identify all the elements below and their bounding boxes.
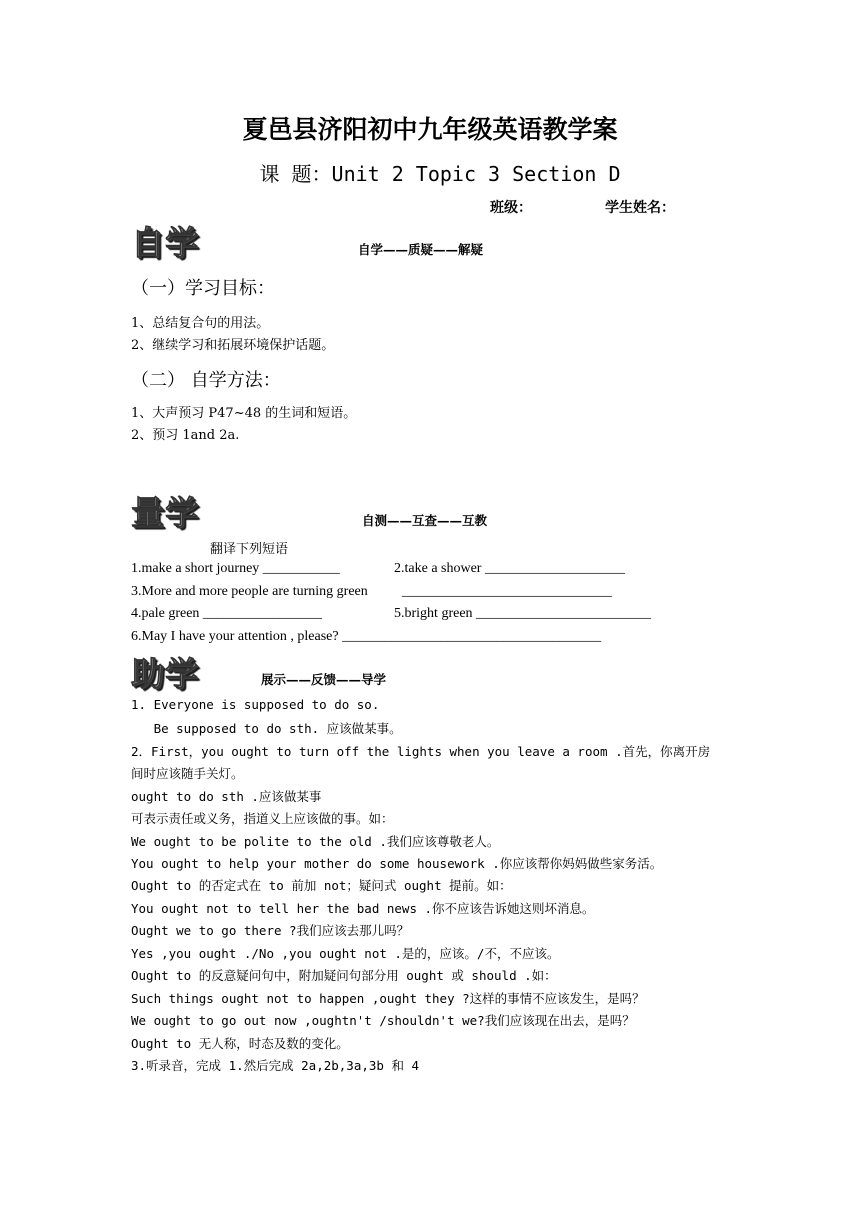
help-line: We ought to be polite to the old .我们应该尊敬老人。 bbox=[131, 834, 500, 849]
help-line: 3.听录音，完成 1.然后完成 2a,2b,3a,3b 和 4 bbox=[131, 1058, 420, 1073]
help-line: You ought not to tell her the bad news .你不应该告诉她这则坏消息。 bbox=[131, 901, 595, 916]
measure-instruction: 翻译下列短语 bbox=[210, 542, 289, 557]
help-line: Ought to 的反意疑问句中，附加疑问句部分用 ought 或 should .如： bbox=[131, 968, 557, 983]
help-line: Be supposed to do sth. 应该做某事。 bbox=[131, 721, 402, 736]
exercise-item: 4.pale green _________________ bbox=[131, 606, 322, 621]
help-line: Such things ought not to happen ,ought they ?这样的事情不应该发生，是吗？ bbox=[131, 991, 645, 1006]
exercise-item: 3.More and more people are turning green bbox=[131, 584, 368, 599]
help-line: ought to do sth .应该做某事 bbox=[131, 789, 322, 804]
help-line: Ought to 的否定式在 to 前加 not；疑问式 ought 提前。如： bbox=[131, 878, 512, 893]
help-line: 间时应该随手关灯。 bbox=[131, 766, 244, 781]
method-item: 2、预习 1and 2a. bbox=[131, 428, 240, 443]
measure-badge: 量学 bbox=[131, 493, 199, 532]
method-heading: （二） 自学方法： bbox=[131, 370, 281, 391]
self-study-badge: 自学 bbox=[131, 223, 199, 262]
exercise-item: 2.take a shower ____________________ bbox=[394, 561, 625, 576]
help-subtitle: 展示——反馈——导学 bbox=[261, 672, 387, 687]
help-line: Ought to 无人称，时态及数的变化。 bbox=[131, 1036, 349, 1051]
help-line: 2．First，you ought to turn off the lights when you leave a room .首先，你离开房 bbox=[131, 744, 711, 759]
class-label: 班级： bbox=[490, 200, 532, 216]
help-line: 1. Everyone is supposed to do so. bbox=[131, 697, 380, 712]
exercise-item: 5.bright green _________________________ bbox=[394, 606, 652, 621]
help-line: You ought to help your mother do some housework .你应该帮你妈妈做些家务活。 bbox=[131, 856, 663, 871]
self-study-subtitle: 自学——质疑——解疑 bbox=[358, 242, 484, 257]
student-name-label: 学生姓名： bbox=[605, 200, 675, 216]
lesson-subtitle: 课 题：Unit 2 Topic 3 Section D bbox=[259, 162, 621, 186]
goal-item: 2、继续学习和拓展环境保护话题。 bbox=[131, 338, 335, 353]
help-line: Yes ,you ought ./No ,you ought not .是的，应该。/不，不应该。 bbox=[131, 946, 560, 961]
help-line: We ought to go out now ,oughtn't /shouldn't we?我们应该现在出去，是吗？ bbox=[131, 1013, 635, 1028]
exercise-blank: ______________________________ bbox=[402, 584, 612, 599]
measure-subtitle: 自测——互查——互教 bbox=[362, 513, 488, 528]
method-item: 1、大声预习 P47~48 的生词和短语。 bbox=[131, 406, 357, 421]
goals-heading: （一）学习目标： bbox=[131, 278, 275, 299]
exercise-item: 6.May I have your attention , please? _____________________________________ bbox=[131, 629, 602, 644]
page-title: 夏邑县济阳初中九年级英语教学案 bbox=[242, 115, 618, 144]
help-line: 可表示责任或义务，指道义上应该做的事。如： bbox=[131, 811, 394, 826]
exercise-item: 1.make a short journey ___________ bbox=[131, 561, 340, 576]
goal-item: 1、总结复合句的用法。 bbox=[131, 316, 270, 331]
help-line: Ought we to go there ?我们应该去那儿吗？ bbox=[131, 923, 410, 938]
help-badge: 助学 bbox=[131, 654, 199, 693]
